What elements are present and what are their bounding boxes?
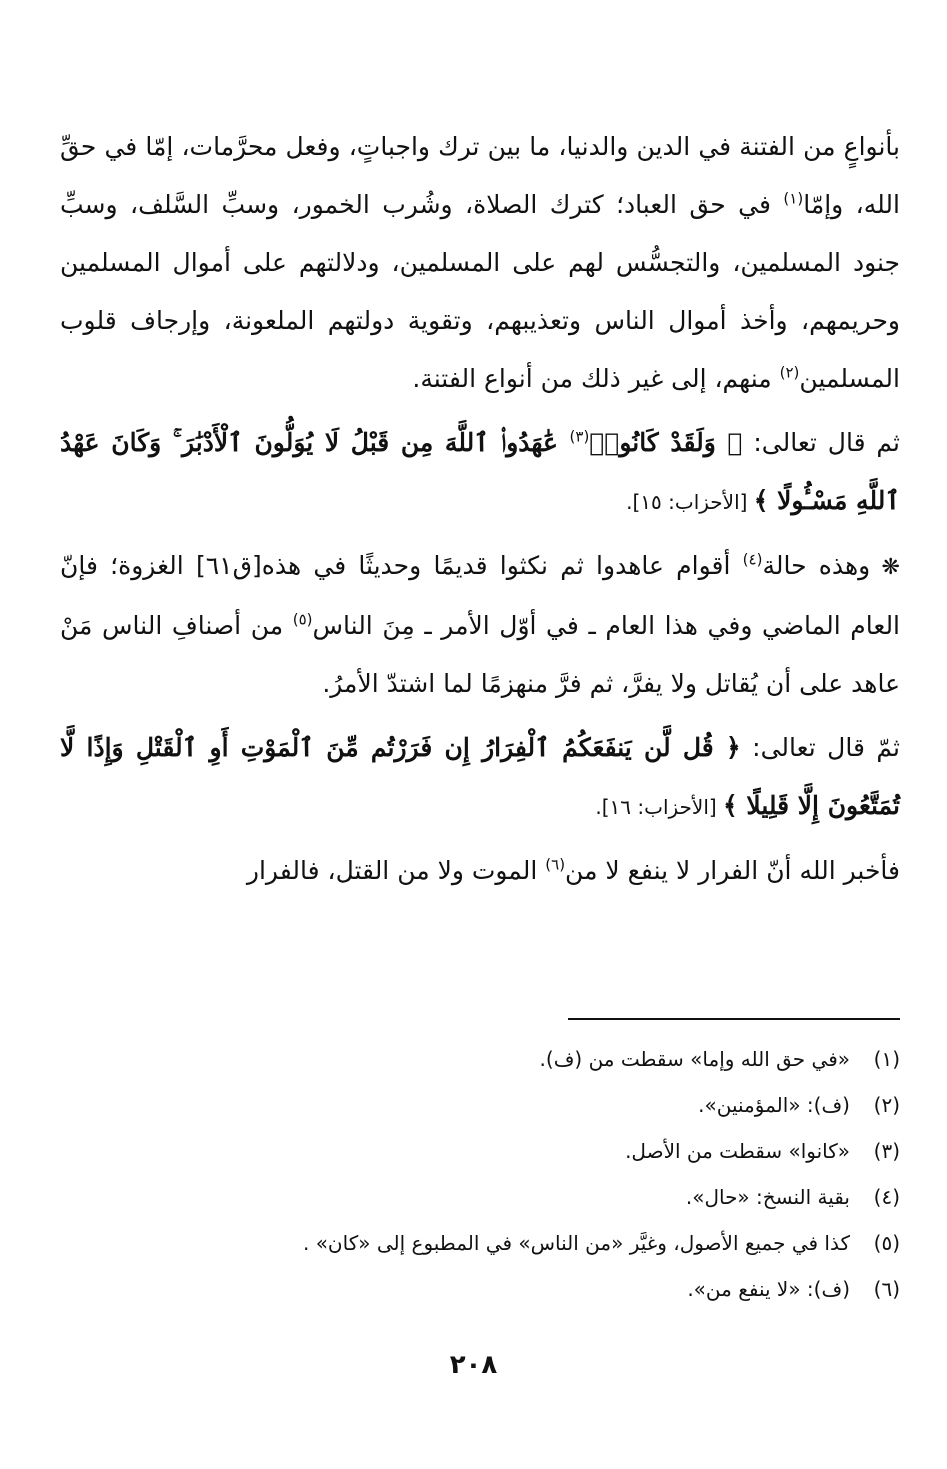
footnote-text: (ف): «لا ينفع من». [687, 1277, 850, 1301]
footnote-list [60, 1018, 900, 1312]
text-run: منهم، إلى غير ذلك من أنواع الفتنة. [412, 364, 780, 393]
footnote-number: (٥) [873, 1231, 900, 1255]
text-run: من أصنافِ الناس مَنْ عاهد على أن يُقاتل ولا يفرَّ، ثم فرَّ منهزمًا لما اشتدّ الأمرُ. [60, 611, 900, 698]
footnote-text: كذا في جميع الأصول، وغيَّر «من الناس» في المطبوع إلى «كان» . [302, 1231, 850, 1255]
paragraph [60, 537, 900, 713]
paragraph [60, 719, 900, 836]
footnote-marker: (١) [783, 189, 804, 208]
paragraph [60, 842, 900, 900]
footnotes-section [60, 1018, 900, 1312]
paragraph [60, 118, 900, 408]
footnote-marker: (٣) [569, 427, 590, 446]
page-number: ٢٠٨ [449, 1350, 498, 1380]
footnote-number: (٦) [873, 1277, 900, 1301]
footnote-separator-rule [568, 1018, 900, 1020]
quran-verse: ﴿ قُل لَّن يَنفَعَكُمُ ٱلْفِرَارُ إِن فَرَرْتُم مِّنَ ٱلْمَوْتِ أَوِ ٱلْقَتْلِ وَإِذًا لَّا تُمَتَّعُونَ إِلَّا قَلِيلًا ﴾ [60, 733, 900, 820]
quran-verse: عَٰهَدُوا۟ ٱللَّهَ مِن قَبْلُ لَا يُوَلُّونَ ٱلْأَدْبَٰرَ ۚ وَكَانَ عَهْدُ ٱللَّهِ مَسْـُٔولًا ﴾ [60, 428, 900, 515]
text-run: الموت ولا من القتل، فالفرار [246, 856, 546, 885]
footnote-item [60, 1266, 900, 1312]
text-run: أقوام عاهدوا ثم نكثوا قديمًا وحديثًا في هذه[ق٦١] الغزوة؛ فإنّ العام الماضي وفي هذا العام ـ في أوّل الأمر ـ مِنَ الناس [60, 551, 901, 640]
footnote-marker: (٦) [545, 855, 566, 874]
footnote-text: «كانوا» سقطت من الأصل. [625, 1139, 850, 1163]
footnote-number: (٣) [873, 1139, 900, 1163]
footnote-item [60, 1174, 900, 1220]
footnote-item [60, 1220, 900, 1266]
footnote-marker: (٥) [292, 610, 313, 629]
main-text [60, 118, 900, 900]
footnote-item [60, 1128, 900, 1174]
text-run: فأخبر الله أنّ الفرار لا ينفع لا من [565, 856, 900, 885]
footnote-text: (ف): «المؤمنين». [698, 1093, 850, 1117]
footnote-item [60, 1036, 900, 1082]
quran-verse: ﴿ وَلَقَدْ كَانُوا۟ [589, 428, 743, 457]
verse-reference: [الأحزاب: ١٥]. [626, 490, 754, 514]
footnote-number: (١) [873, 1047, 900, 1071]
verse-reference: [الأحزاب: ١٦]. [595, 795, 724, 819]
footnote-item [60, 1082, 900, 1128]
text-run: وهذه حالة [762, 551, 871, 580]
footnote-marker: (٢) [779, 363, 800, 382]
footnote-marker: (٤) [742, 550, 763, 569]
footnote-text: «في حق الله وإما» سقطت من (ف). [539, 1047, 850, 1071]
footnote-number: (٢) [873, 1093, 900, 1117]
paragraph [60, 414, 900, 531]
text-run: ثمّ قال تعالى: [740, 733, 901, 762]
text-run: بأنواعٍ من الفتنة في الدين والدنيا، ما بين ترك واجباتٍ، وفعل محرَّمات، إمّا في حقِّ الله، وإمّا [60, 132, 900, 219]
text-run: ثم قال تعالى: [742, 428, 901, 457]
text-run: في حق العباد؛ كترك الصلاة، وشُرب الخمور، وسبِّ السَّلف، وسبِّ جنود المسلمين، والتجسُّس لهم على المسلمين، ودلالتهم على أموال المسلمين وحريمهم، وأخذ أموال الناس وتعذيبهم، وتقوية دولتهم الملعونة، وإرجاف قلوب المسلمين [60, 190, 900, 393]
footnote-number: (٤) [873, 1185, 900, 1209]
footnote-text: بقية النسخ: «حال». [685, 1185, 850, 1209]
section-star-icon: ❋ [870, 555, 900, 580]
